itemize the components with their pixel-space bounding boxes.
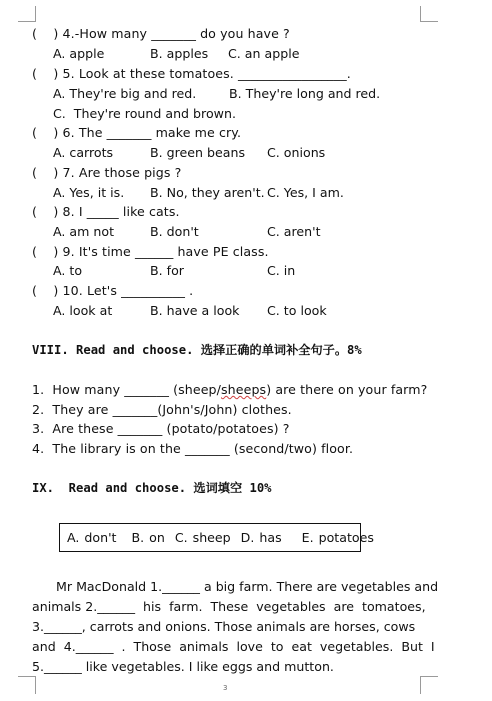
- q9-option-a: A. to: [53, 263, 83, 278]
- passage-line-5: 5.______ like vegetables. I like eggs and mutton.: [32, 659, 334, 674]
- crop-mark-top-left: [35, 6, 36, 22]
- item-1-after: ) are there on your farm?: [266, 382, 428, 397]
- q9-option-c: C. in: [267, 263, 296, 278]
- q10-option-c: C. to look: [267, 303, 327, 318]
- q8-option-b: B. don't: [150, 224, 199, 239]
- passage-line-3: 3.______, carrots and onions. Those animals are horses, cows: [32, 619, 416, 634]
- q4-option-a: A. apple: [53, 46, 105, 61]
- section-8-item-4: 4. The library is on the _______ (second/two) floor.: [32, 441, 354, 456]
- question-5: ( ) 5. Look at these tomatoes. _________________.: [32, 66, 351, 81]
- page-number: 3: [223, 684, 228, 692]
- section-9-heading: IX. Read and choose. 选词填空 10%: [32, 481, 272, 495]
- q4-option-b: B. apples: [150, 46, 209, 61]
- q7-option-a: A. Yes, it is.: [53, 185, 125, 200]
- question-9: ( ) 9. It's time ______ have PE class.: [32, 244, 269, 259]
- word-box-options: A. don't B. on C. sheep D. has E. potatoes: [67, 530, 374, 545]
- q10-option-a: A. look at: [53, 303, 113, 318]
- q7-option-b: B. No, they aren't.: [150, 185, 265, 200]
- q7-option-c: C. Yes, I am.: [267, 185, 344, 200]
- crop-mark-bottom-left: [35, 676, 36, 694]
- crop-mark-bottom-right: [420, 676, 421, 694]
- question-4: ( ) 4.-How many _______ do you have ?: [32, 26, 290, 41]
- q10-option-b: B. have a look: [150, 303, 240, 318]
- word-box: [59, 523, 374, 552]
- question-8: ( ) 8. I _____ like cats.: [32, 204, 180, 219]
- spelling-marked-word: sheeps: [221, 382, 267, 397]
- question-6: ( ) 6. The _______ make me cry.: [32, 125, 242, 140]
- section-8-item-2: 2. They are _______(John's/John) clothes.: [32, 402, 292, 417]
- section-8-item-3: 3. Are these _______ (potato/potatoes) ?: [32, 421, 290, 436]
- q6-option-c: C. onions: [267, 145, 326, 160]
- passage-line-1: Mr MacDonald 1.______ a big farm. There are vegetables and: [32, 579, 439, 594]
- q5-option-a: A. They're big and red.: [53, 86, 197, 101]
- question-10: ( ) 10. Let's __________ .: [32, 283, 194, 298]
- crop-mark-top-left: [18, 21, 36, 22]
- q8-option-a: A. am not: [53, 224, 115, 239]
- passage-line-2: animals 2.______ his farm. These vegetables are tomatoes,: [32, 599, 426, 614]
- item-1-before: 1. How many _______ (sheep/: [32, 382, 221, 397]
- crop-mark-top-right: [420, 6, 421, 22]
- q8-option-c: C. aren't: [267, 224, 321, 239]
- section-8-heading: VIII. Read and choose. 选择正确的单词补全句子。8%: [32, 343, 362, 357]
- q6-option-a: A. carrots: [53, 145, 114, 160]
- q9-option-b: B. for: [150, 263, 184, 278]
- q5-option-b: B. They're long and red.: [229, 86, 381, 101]
- q4-option-c: C. an apple: [228, 46, 300, 61]
- crop-mark-top-right: [420, 21, 438, 22]
- section-8-item-1: [32, 382, 427, 398]
- crop-mark-bottom-left: [18, 676, 36, 677]
- q6-option-b: B. green beans: [150, 145, 246, 160]
- q5-option-c: C. They're round and brown.: [53, 106, 236, 121]
- question-7: ( ) 7. Are those pigs ?: [32, 165, 182, 180]
- crop-mark-bottom-right: [420, 676, 438, 677]
- passage-line-4: and 4.______ . Those animals love to eat vegetables. But I: [32, 639, 435, 654]
